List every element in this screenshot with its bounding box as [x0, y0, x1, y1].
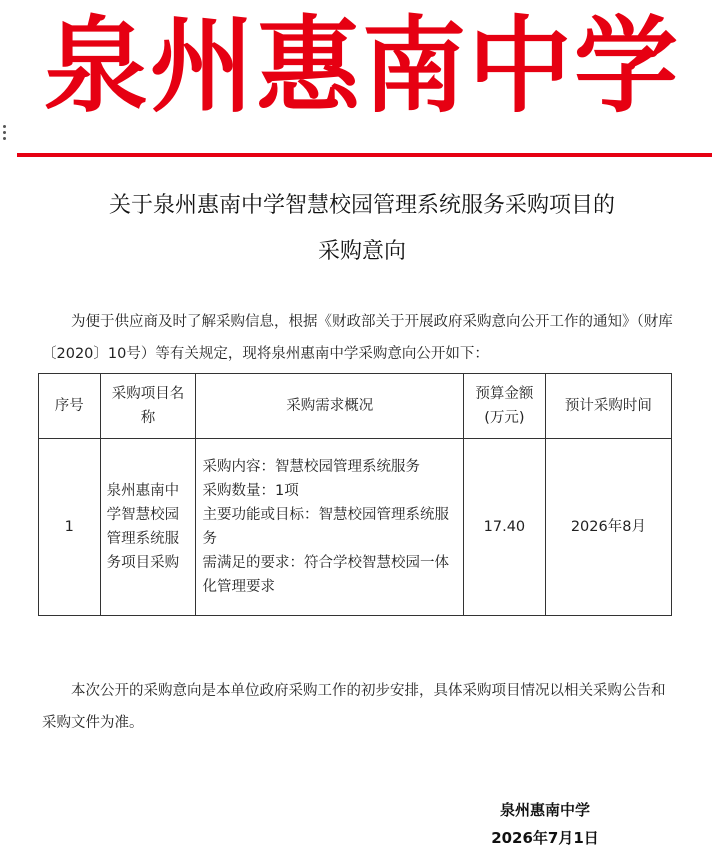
header-time: 预计采购时间	[545, 374, 671, 439]
header-description: 采购需求概况	[196, 374, 464, 439]
letterhead-title: 泉州惠南中学	[43, 5, 680, 127]
document-title-line-1: 关于泉州惠南中学智慧校园管理系统服务采购项目的	[108, 193, 615, 218]
table-row	[39, 439, 672, 616]
cell-time: 2026年8月	[545, 439, 671, 616]
cell-index: 1	[39, 439, 101, 616]
header-amount: 预算金额(万元)	[464, 374, 546, 439]
drag-handle-icon[interactable]	[3, 125, 7, 143]
header-project-name: 采购项目名称	[100, 374, 196, 439]
table-header-row	[39, 374, 672, 439]
letterhead-red-rule	[17, 153, 712, 157]
cell-description	[196, 439, 464, 616]
desc-content: 采购内容：智慧校园管理系统服务	[202, 459, 420, 475]
signature-date: 2026年7月1日	[491, 829, 599, 847]
intro-paragraph: 为便于供应商及时了解采购信息，根据《财政部关于开展政府采购意向公开工作的通知》（财库〔2020〕10号）等有关规定，现将泉州惠南中学采购意向公开如下：	[42, 314, 673, 362]
closing-paragraph: 本次公开的采购意向是本单位政府采购工作的初步安排，具体采购项目情况以相关采购公告和采购文件为准。	[42, 683, 666, 731]
desc-requirement: 需满足的要求：符合学校智慧校园一体化管理要求	[202, 555, 449, 595]
desc-quantity: 采购数量：1项	[202, 483, 299, 499]
desc-function: 主要功能或目标：智慧校园管理系统服务	[202, 507, 449, 547]
document-title-line-2: 采购意向	[317, 239, 406, 264]
cell-amount: 17.40	[464, 439, 546, 616]
header-index: 序号	[39, 374, 101, 439]
signature-org: 泉州惠南中学	[499, 801, 590, 819]
cell-project-name: 泉州惠南中学智慧校园管理系统服务项目采购	[100, 439, 196, 616]
procurement-table	[38, 373, 672, 616]
